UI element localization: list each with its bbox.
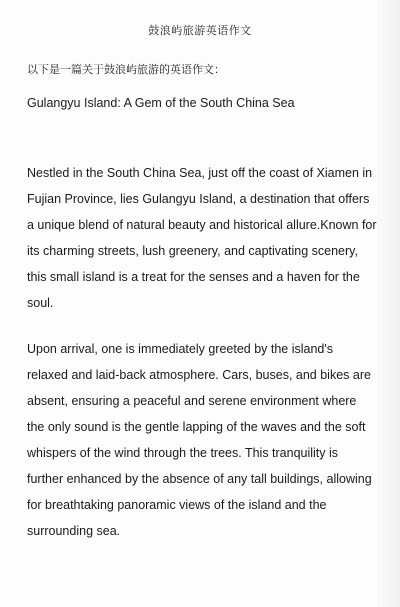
intro-line: 以下是一篇关于鼓浪屿旅游的英语作文： <box>27 63 225 76</box>
page-edge-shadow <box>374 0 400 607</box>
paragraph-1: Nestled in the South China Sea, just off the coast of Xiamen in Fujian Province, lies Gulangyu Island, a destination that offers a unique blend of natural beauty and historical allure.Known for its charming streets, lush greenery, and captivating scenery, this small island is a treat for the senses and a haven for the soul. <box>27 166 377 310</box>
document-header-title: 鼓浪屿旅游英语作文 <box>148 24 252 37</box>
essay-title: Gulangyu Island: A Gem of the South China Sea <box>27 96 295 110</box>
paragraph-2: Upon arrival, one is immediately greeted by the island's relaxed and laid-back atmosphere. Cars, buses, and bikes are absent, ensuring a peaceful and serene environment where the only sound is the gentle lapping of the waves and the soft whispers of the wind through the trees. This tranquility is further enhanced by the absence of any tall buildings, allowing for breathtaking panoramic views of the island and the surrounding sea. <box>27 342 372 538</box>
